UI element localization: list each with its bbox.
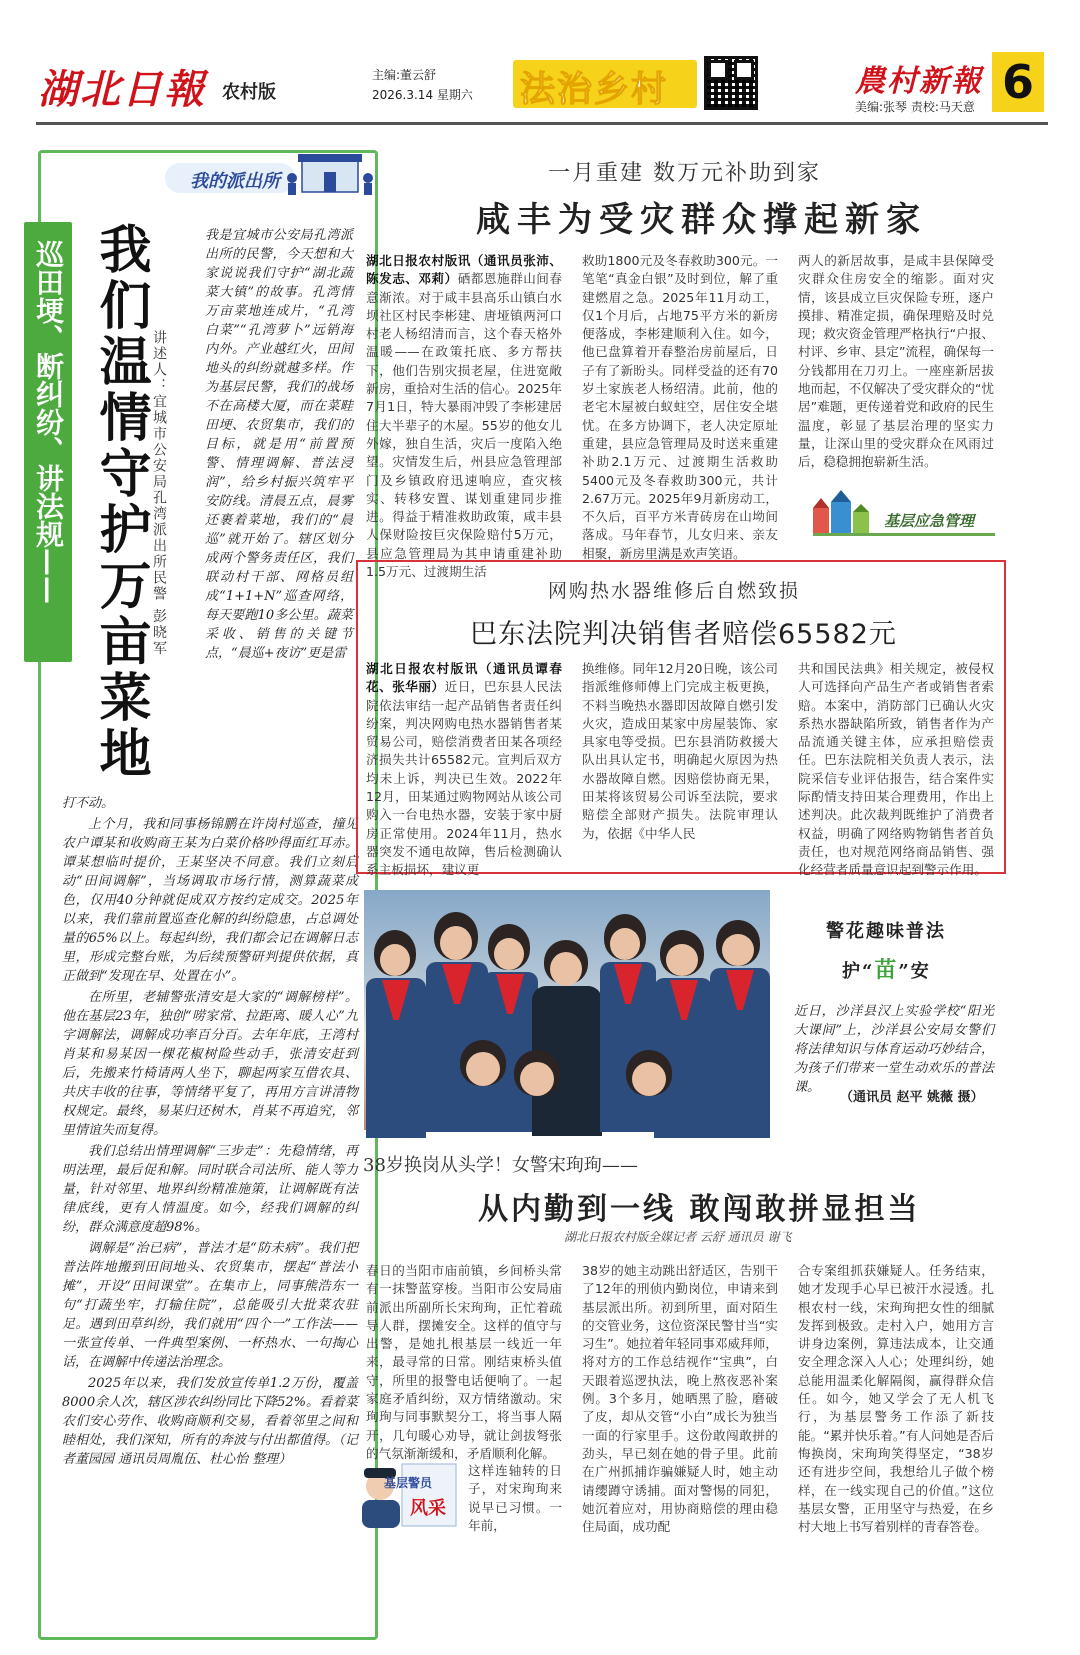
- bottom-article-col2: 38岁的她主动跳出舒适区，告别干了12年的刑侦内勤岗位，申请来到基层派出所。初到所里，面对陌生的交管业务，这位资深民警甘当“实习生”。她拉着年轻同事邓威拜师，将对方的工作总结视作“宝典”，白天跟着巡逻执法，晚上熬夜恶补案例。3个多月，她晒黑了脸，磨破了皮，却从交管“小白”成长为独当一面的行家里手。这份敢闯敢拼的劲头，早已刻在她的骨子里。此前在广州抓捕诈骗嫌疑人时，她主动请缨蹲守诱捕。面对警惕的同犯，她沉着应对，用协商赔偿的理由稳住局面，成功配: [582, 1263, 778, 1535]
- masthead: [0, 0, 1080, 120]
- section-title: 法治乡村: [520, 70, 669, 110]
- feature-title: 我们温情守护万亩菜地: [90, 222, 151, 782]
- feature-paragraph: 打不动。: [62, 796, 115, 811]
- top-article-col1: [366, 252, 563, 580]
- court-article-col2: 换维修。同年12月20日晚，该公司指派维修师傅上门完成主板更换，不料当晚热水器即因故障自燃引发火灾，造成田某家中房屋装饰、家具家电等受损。巴东县消防救援大队出具认定书，明确起火原因为热水器故障自燃。因赔偿协商无果，田某将该贸易公司诉至法院，要求赔偿全部财产损失。法院审理认为，依据《中华人民: [582, 661, 778, 841]
- qr-code-icon[interactable]: [704, 56, 758, 110]
- issue-date: 2026.3.14 星期六: [372, 88, 473, 102]
- paper-logo: 湖北日報: [38, 66, 206, 113]
- edition-label: 农村版: [222, 82, 276, 103]
- page-number: 6: [992, 52, 1044, 112]
- photo-title-post: ”安: [898, 961, 931, 982]
- feature-narrator: 讲述人：宜城市公安局孔湾派出所民警 彭晓军: [151, 330, 167, 657]
- police-badge-title: 风采: [410, 1498, 446, 1519]
- feature-paragraph: 我们总结出情理调解“三步走”：先稳情绪，再明法理，最后促和解。同时联合司法所、能人等力量，针对邻里、地界纠纷精准施策，让调解既有法律底线，更有人情温度。如今，经我们调解的纠纷，群众满意度超98%。: [62, 1144, 358, 1235]
- bottom-article-title: 从内勤到一线 敢闯敢拼显担当: [478, 1192, 921, 1227]
- police-station-icon: [282, 146, 374, 196]
- top-article-title: 咸丰为受灾群众撑起新家: [476, 200, 927, 240]
- top-article-lead: 湖北日报农村版讯（通讯员张沛、陈发志、邓莉）: [366, 253, 562, 287]
- feature-paragraph: 在所里，老辅警张清安是大家的“调解榜样”。他在基层23年，独创“唠家常、拉距离、暖人心”九字调解法，调解成功率百分百。去年年底，王湾村肖某和易某因一棵花椒树险些动手，张清安赶到后，先搬来竹椅请两人坐下，聊起两家互借农具、共庆丰收的往事，等情绪平复了，再用方言讲清物权规定。最终，易某归还树木，肖某不再追究，邻里情谊失而复得。: [62, 990, 358, 1138]
- photo-title-pre: 护“: [842, 961, 875, 982]
- bottom-article-col1-tail: 这样连轴转的日子，对宋珣珣来说早已习惯。一年前，: [468, 1463, 562, 1533]
- court-article-text: 近日，巴东县人民法院依法审结一起产品销售者责任纠纷案，判决网购电热水器销售者某贸易公司，赔偿消费者田某各项经济损失共计65582元。宣判后双方均未上诉，判决已生效。2022年12月，田某通过购物网站从该公司购入一台电热水器，安装于家中厨房正常使用。2024年11月，热水器突发不通电故障，售后检测确认系主板损坏，建议更: [366, 679, 563, 878]
- editor-in-chief: 主编:董云舒: [372, 68, 437, 82]
- feature-paragraph: 上个月，我和同事杨锦鹏在许岗村巡查，撞见农户谭某和收购商王某为白菜价格吵得面红耳赤。谭某想临时提价，王某坚决不同意。我们立刻启动“田间调解”，当场调取市场行情，测算蔬菜成色，仅用40分钟就促成双方按约定成交。2025年以来，我们靠前置巡查化解的纠纷隐患，占总调处量的65%以上。每起纠纷，我们都会记在调解日志里，形成完整台账，为后续预警研判提供依据，真正做到“发现在早、处置在小”。: [62, 817, 358, 984]
- court-article-subtitle: 网购热水器维修后自燃致损: [548, 580, 801, 602]
- column-label: 我的派出所: [190, 171, 280, 192]
- feature-paragraph: 2025年以来，我们发放宣传单1.2万份，覆盖8000余人次，辖区涉农纠纷同比下降52%。看着菜农们安心劳作、收购商顺利交易，看着邻里之间和睦相处，我们深知，所有的奔波与付出都值得。（记者董园园 通讯员周胤伍、杜心怡 整理）: [62, 1376, 358, 1467]
- court-article-title: 巴东法院判决销售者赔偿65582元: [470, 619, 897, 650]
- photo-policewoman-with-students: [364, 890, 770, 1130]
- header-rule: [36, 122, 1048, 125]
- feature-intro: 我是宜城市公安局孔湾派出所的民警，今天想和大家说说我们守护“湖北蔬菜大镇”的故事。孔湾情万亩菜地连成片，“孔湾白菜”“孔湾萝卜”远销海内外。产业越红火，田间地头的纠纷就越多样。作为基层民警，我们的战场不在高楼大厦，而在菜畦田埂、农贸集市，我们的目标，就是用“前置预警、情理调解、普法浸润”，给乡村振兴筑牢平安防线。清晨五点，晨雾还裹着菜地，我们的“晨巡”就开始了。辖区划分成两个警务责任区，我们联动村干部、网格员组成“1+1+N”巡查网络，每天要跑10多公里。蔬菜采收、销售的关键节点，“晨巡+夜访”更是雷: [205, 228, 353, 661]
- court-article-col1: [366, 660, 563, 878]
- feature-body: [62, 794, 358, 1471]
- staff-credits: 美编:张琴 责校:马天意: [855, 100, 975, 114]
- bottom-article-byline: 湖北日报农村版全媒记者 云舒 通讯员 谢飞: [564, 1230, 792, 1244]
- photo-title-line2: [842, 953, 931, 984]
- bottom-article-col3: 合专案组抓获嫌疑人。任务结束，她才发现手心早已被汗水浸透。扎根农村一线，宋珣珣把女性的细腻发挥到极致。走村入户，她用方言讲身边案例，算违法成本，让交通安全理念深入人心；处理纠纷，她总能用温柔化解隔阂，赢得群众信任。如今，她又学会了无人机飞行，为基层警务工作添了新技能。“累并快乐着。”有人问她是否后悔换岗，宋珣珣笑得坚定，“38岁还有进步空间，我想给儿子做个榜样，在一线实现自己的价值。”这位基层女警，正用坚守与热爱，在乡村大地上书写着别样的青春答卷。: [798, 1263, 994, 1535]
- emergency-section-label: 基层应急管理: [884, 512, 975, 530]
- feature-paragraph: 调解是“治已病”，普法才是“防未病”。我们把普法阵地搬到田间地头、农贸集市，摆起“普法小摊”，开设“田间课堂”。在集市上，同事熊浩东一句“打蔬坐牢，打输住院”，总能吸引大批菜农驻足。遇到田草纠纷，我们就用“四个一”工作法——一张宣传单、一件典型案例、一杯热水、一句掏心话，在调解中传递法治理念。: [62, 1241, 358, 1370]
- court-article-col3: 共和国民法典》相关规定，被侵权人可选择向产品生产者或销售者索赔。本案中，消防部门已确认火灾系热水器缺陷所致，销售者作为产品流通关键主体，应承担赔偿责任。巴东法院相关负责人表示，法院采信专业评估报告，结合案件实际酌情支持田某合理费用，作出上述判决。此次裁判既维护了消费者权益，明确了网络购物销售者首负责任，也对规范网络商品销售、强化经营者质量意识起到警示作用。: [798, 661, 994, 878]
- top-article-col2: 救助1800元及冬春救助300元。一笔笔“真金白银”及时到位，解了重建燃眉之急。2025年11月动工，仅1个月后，占地75平方米的新房便落成，李彬建顺利入住。如今，他已盘算着开春整治房前屋后，日子有了新盼头。同样受益的还有70岁土家族老人杨绍清。此前，他的老宅木屋被白蚁蛀空，居住安全堪忧。在多方协调下，老人决定原址重建，县应急管理局及时送来重建补助2.1万元、过渡期生活救助5400元及冬春救助300元，共计2.67万元。2025年9月新房动工，不久后，百平方米青砖房在山坳间落成。马年春节，儿女归来、亲友相聚，新房里满是欢声笑语。: [582, 253, 778, 561]
- photo-caption: 近日，沙洋县汉上实验学校“阳光大课间”上，沙洋县公安局女警们将法律知识与体育运动巧妙结合，为孩子们带来一堂生动欢乐的普法课。: [794, 1004, 994, 1095]
- photo-title-highlight: 苗: [874, 957, 899, 983]
- court-article-lead: 湖北日报农村版讯（通讯员谭春花、张华丽）: [366, 661, 562, 695]
- photo-credit: （通讯员 赵平 姚薇 摄）: [840, 1090, 984, 1105]
- police-badge-label: 基层警员: [384, 1476, 433, 1490]
- photo-title-line1: 警花趣味普法: [826, 921, 946, 942]
- bottom-article-subtitle: 38岁换岗从头学！女警宋珣珣——: [363, 1155, 638, 1176]
- sub-paper-logo: 農村新報: [855, 64, 983, 99]
- feature-strip-text: 巡田埂、断纠纷、讲法规——: [32, 240, 65, 604]
- top-article-col3: 两人的新居故事，是咸丰县保障受灾群众住房安全的缩影。面对灾情，该县成立巨灾保险专班，逐户摸排、精准定损，确保理赔及时兑现；救灾资金管理严格执行“户报、村评、乡审、县定”流程，确保每一分钱都用在刀刃上。一座座新居拔地而起，不仅解决了受灾群众的“忧居”难题，更传递着党和政府的民生温度，彰显了基层治理的坚实力量，让深山里的受灾群众在风雨过后，稳稳拥抱崭新生活。: [798, 253, 994, 470]
- bottom-article-col1: 春日的当阳市庙前镇，乡间桥头常有一抹警蓝穿梭。当阳市公安局庙前派出所副所长宋珣珣，正忙着疏导人群，摆摊安全。这样的值守与出警，是她扎根基层一线近一年来，最寻常的日常。刚结束桥头值守，所里的报警电话便响了。一起家庭矛盾纠纷，双方情绪激动。宋珣珣与同事默契分工，将当事人隔开，几句暖心劝导，就让剑拔弩张的气氛渐渐缓和，矛盾顺利化解。: [366, 1263, 562, 1461]
- top-article-subtitle: 一月重建 数万元补助到家: [548, 161, 821, 186]
- top-article-text: 硒都恩施群山间春意渐浓。对于咸丰县高乐山镇白水坝社区村民李彬建、唐垭镇两河口村老人杨绍清而言，这个春天格外温暖——在政策托底、多方帮扶下，他们告别灾损老屋，住进宽敞新房，重拾对生活的信心。2025年7月1日，特大暴雨冲毁了李彬建居住大半辈子的木屋。55岁的他女儿外嫁，独自生活，灾后一度陷入绝望。灾情发生后，州县应急管理部门及乡镇政府迅速响应，查灾核实、转移安置、谋划重建同步推进。得益于精准救助政策，咸丰县人保财险按巨灾保险赔付5万元，县应急管理局为其申请重建补助1.5万元、过渡期生活: [366, 271, 563, 580]
